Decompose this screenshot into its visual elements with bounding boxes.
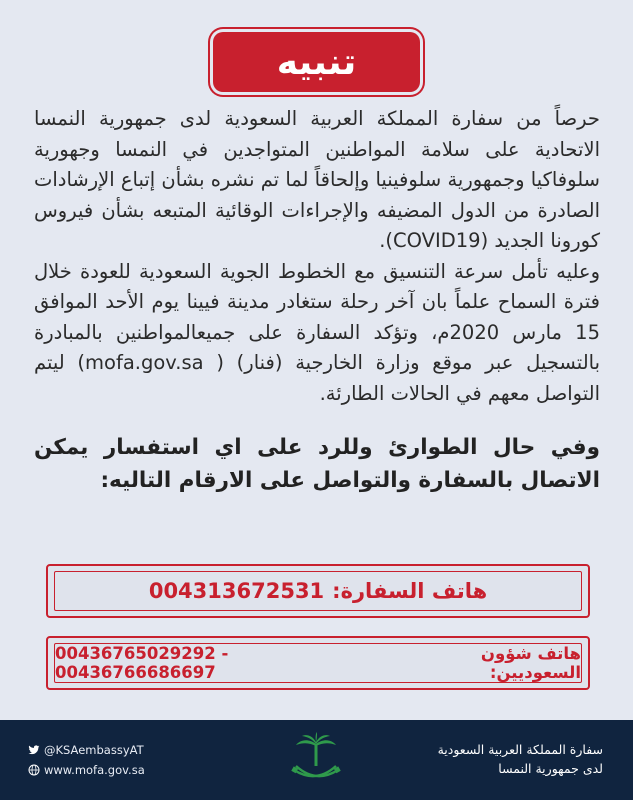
- embassy-phone-label: هاتف السفارة:: [332, 579, 488, 603]
- footer-org-line2: لدى جمهورية النمسا: [498, 761, 603, 776]
- contact-intro: وفي حال الطوارئ وللرد على اي استفسار يمكن الاتصال بالسفارة والتواصل على الارقام التاليه:: [34, 435, 600, 493]
- embassy-phone-number[interactable]: 004313672531: [148, 579, 325, 603]
- embassy-phone-box: [46, 564, 590, 618]
- footer-org-line1: سفارة المملكة العربية السعودية: [437, 742, 603, 757]
- saudi-affairs-phone-numbers[interactable]: 00436765029292 - 00436766686697: [55, 644, 229, 682]
- website-link[interactable]: www.mofa.gov.sa: [44, 763, 145, 777]
- alert-title: تنبيه: [276, 41, 357, 83]
- twitter-handle[interactable]: @KSAembassyAT: [44, 743, 144, 757]
- footer-contacts: [28, 740, 145, 780]
- notice-body: [34, 104, 600, 497]
- notice-paragraph-2: وعليه تأمل سرعة التنسيق مع الخطوط الجوية السعودية للعودة خلال فترة السماح علماً بان آخر رحلة ستغادر مدينة فيينا يوم الأحد الموافق 15 مارس 2020م، وتؤكد السفارة على جميعالمواطنين بالمبادرة بالتسجيل عبر موقع وزارة الخارجية (فنار) ( mofa.gov.sa) ليتم التواصل معهم في الحالات الطارئة.: [34, 259, 601, 405]
- twitter-icon: [28, 744, 40, 756]
- saudi-affairs-phone-box: [46, 636, 590, 690]
- alert-title-badge: [213, 32, 420, 92]
- notice-paragraph-1: حرصاً من سفارة المملكة العربية السعودية لدى جمهورية النمسا الاتحادية على سلامة المواطنين المتواجدين في النمسا وجهورية سلوفاكيا وجمهورية سلوفينيا وإلحاقاً لما تم نشره بشأن إتباع الإرشادات الصادرة من الدول المضيفه والإجراءات الوقائية المتبعه بشأن فيروس كورونا الجديد (COVID19).: [34, 107, 600, 252]
- globe-icon: [28, 764, 40, 776]
- saudi-affairs-phone-label: هاتف شؤون السعوديين:: [480, 644, 581, 682]
- saudi-emblem-icon: [284, 730, 348, 794]
- footer-org: [438, 740, 603, 778]
- footer-bar: [0, 720, 633, 800]
